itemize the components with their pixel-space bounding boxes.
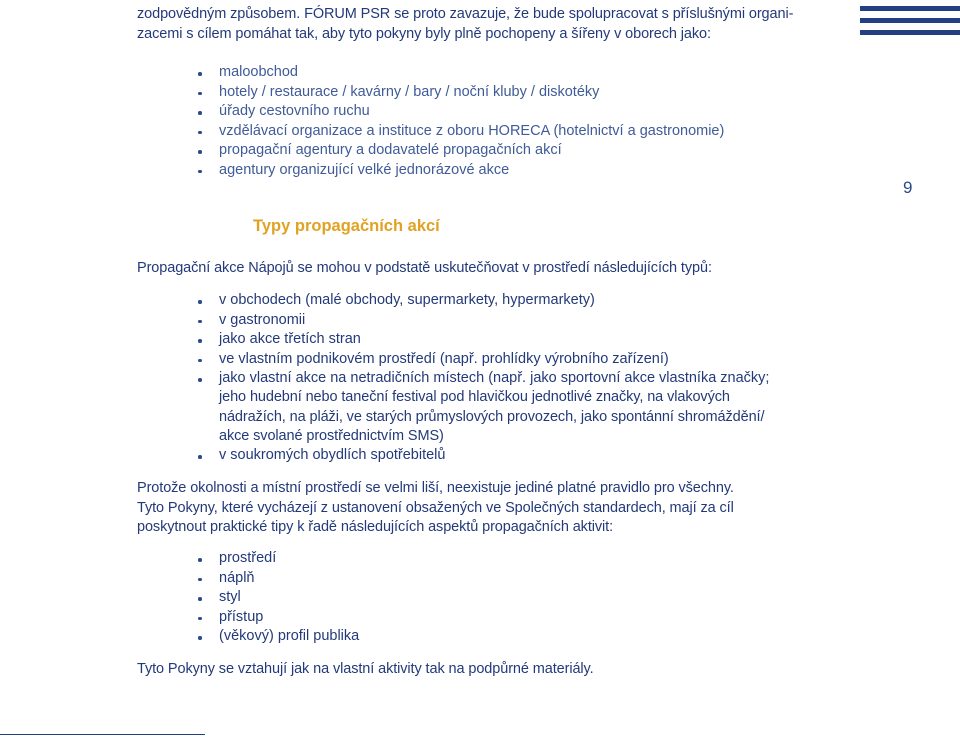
list-item: v soukromých obydlích spotřebitelů [195,446,445,466]
list-item: jako vlastní akce na netradičních místech (např. jako sportovní akce vlastníka značky; [195,369,769,389]
list-item: úřady cestovního ruchu [195,102,724,122]
list-item: (věkový) profil publika [195,627,359,647]
types-list-continuation [219,388,839,447]
types-intro-text: Propagační akce Nápojů se mohou v podstatě uskutečňovat v prostředí následujících typů: [137,260,712,276]
list-item: jako akce třetích stran [195,330,769,350]
list-item: náplň [195,569,359,589]
continuation-line: nádražích, na pláži, ve starých průmyslových provozech, jako spontánní shromáždění/ [219,408,765,425]
intro-line: zacemi s cílem pomáhat tak, aby tyto pokyny byly plně pochopeny a šířeny v oborech jako: [137,25,711,42]
aspects-list [195,549,359,647]
intro-line: zodpovědným způsobem. FÓRUM PSR se proto zavazuje, že bude spolupracovat s příslušnými organi- [137,6,794,22]
decorative-bar [860,30,960,35]
page-number: 9 [903,178,913,197]
list-item: v obchodech (malé obchody, supermarkety, hypermarkety) [195,291,769,311]
list-item: ve vlastním podnikovém prostředí (např. prohlídky výrobního zařízení) [195,350,769,370]
list-item: agentury organizující velké jednorázové akce [195,161,724,181]
intro-paragraph [137,5,837,44]
continuation-line: jeho hudební nebo taneční festival pod hlavičkou jednotlivé značky, na vlakových [219,389,730,405]
guidance-paragraph [137,479,837,538]
list-item: propagační agentury a dodavatelé propagačních akcí [195,141,724,161]
list-item: maloobchod [195,63,724,83]
list-item: přístup [195,608,359,628]
decorative-header-bars [860,6,960,42]
types-list-tail [195,446,445,466]
list-item: hotely / restaurace / kavárny / bary / noční kluby / diskotéky [195,83,724,103]
decorative-bar [860,18,960,23]
sectors-list [195,63,724,180]
guidance-line: Protože okolnosti a místní prostředí se velmi liší, neexistuje jediné platné pravidlo pro všechny. [137,480,734,496]
list-item: vzdělávací organizace a instituce z oboru HORECA (hotelnictví a gastronomie) [195,122,724,142]
guidance-line: Tyto Pokyny, které vycházejí z ustanovení obsažených ve Společných standardech, mají za cíl [137,499,734,516]
closing-paragraph [137,660,837,680]
list-item: styl [195,588,359,608]
list-item: v gastronomii [195,311,769,331]
types-list [195,291,769,389]
guidance-line: poskytnout praktické tipy k řadě následujících aspektů propagačních aktivit: [137,519,613,535]
footnote-divider [0,734,205,735]
closing-text: Tyto Pokyny se vztahují jak na vlastní aktivity tak na podpůrné materiály. [137,661,594,677]
continuation-line: akce svolané prostřednictvím SMS) [219,428,444,444]
types-intro [137,259,837,279]
list-item: prostředí [195,549,359,569]
section-title: Typy propagačních akcí [253,217,440,235]
decorative-bar [860,6,960,11]
